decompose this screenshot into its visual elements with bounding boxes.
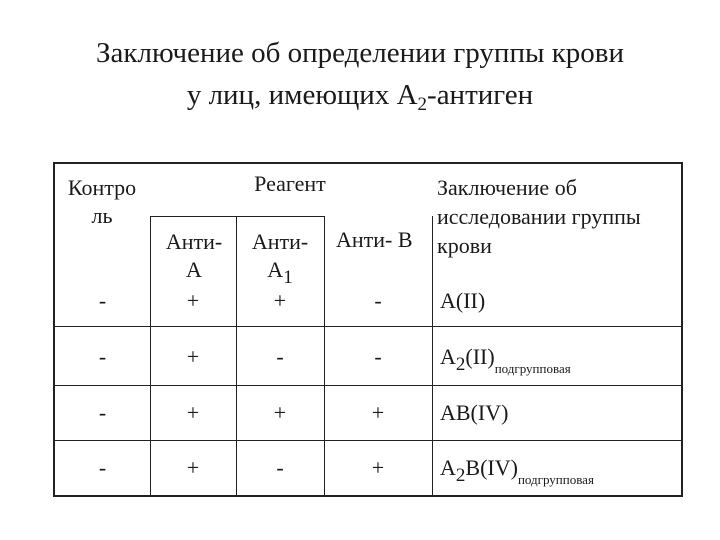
title-subscript: 2 xyxy=(417,94,428,115)
header-reagent: Реагент xyxy=(254,171,326,196)
row-2-anti-a: + xyxy=(186,344,200,369)
result-text: А(II) xyxy=(440,288,486,313)
grid-line xyxy=(53,385,683,386)
row-3-anti-a: + xyxy=(186,400,200,425)
header-anti-a1 xyxy=(242,228,318,288)
result-small-subscript: подгрупповая xyxy=(517,472,594,487)
slide-title-line-1: Заключение об определении группы крови xyxy=(95,37,625,69)
row-4-anti-a1: - xyxy=(276,455,284,480)
grid-line xyxy=(53,440,683,441)
row-1-anti-b: - xyxy=(374,288,382,313)
result-subscript: 2 xyxy=(455,465,466,486)
row-1-anti-a1: + xyxy=(273,288,287,313)
row-3-control: - xyxy=(98,400,107,425)
row-3-anti-b: + xyxy=(371,400,385,425)
row-2-control: - xyxy=(98,344,107,369)
row-1-anti-a: + xyxy=(186,288,200,313)
row-2-anti-b: - xyxy=(374,344,382,369)
result-text: А xyxy=(440,344,456,369)
row-4-result xyxy=(440,455,680,487)
result-tail: (II) xyxy=(465,344,495,369)
title-text: у лиц, имеющих А xyxy=(186,79,418,111)
grid-line xyxy=(432,216,433,497)
title-suffix: -антиген xyxy=(427,79,534,111)
header-anti-a1-subscript: 1 xyxy=(283,267,293,288)
row-4-anti-b: + xyxy=(371,455,385,480)
grid-line xyxy=(53,326,683,327)
header-anti-b: Анти- В xyxy=(336,227,413,252)
grid-line xyxy=(150,216,324,217)
result-tail: В(IV) xyxy=(465,455,518,480)
result-text: А xyxy=(440,455,456,480)
row-3-result xyxy=(440,401,680,425)
row-4-anti-a: + xyxy=(186,455,200,480)
result-subscript: 2 xyxy=(455,354,466,375)
row-2-anti-a1: - xyxy=(276,344,284,369)
row-2-result xyxy=(440,344,680,376)
row-1-control: - xyxy=(98,288,107,313)
header-anti-a: Анти- А xyxy=(165,229,223,282)
header-conclusion: Заключение об исследовании группы крови xyxy=(437,175,641,258)
result-text: АВ(IV) xyxy=(440,400,509,425)
row-4-control: - xyxy=(98,455,107,480)
row-3-anti-a1: + xyxy=(273,400,287,425)
slide-title-line-2 xyxy=(0,74,720,116)
row-1-result xyxy=(440,289,680,313)
result-small-subscript: подгрупповая xyxy=(494,361,571,376)
header-control: Контро ль xyxy=(67,175,137,228)
header-anti-a1-text: Анти- А xyxy=(251,229,309,282)
